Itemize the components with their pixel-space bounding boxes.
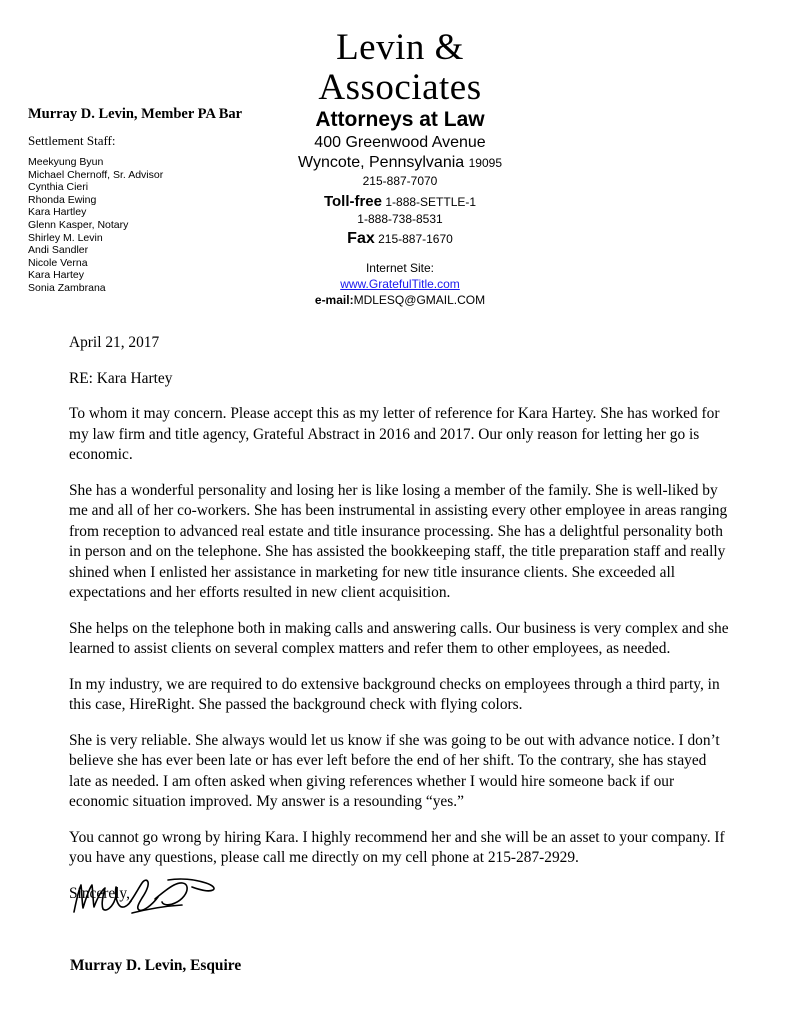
tollfree-label: Toll-free bbox=[323, 193, 382, 210]
phone-number: 215-887-7070 bbox=[362, 174, 438, 188]
list-item: Andi Sandler bbox=[28, 244, 89, 257]
letter-paragraph: She is very reliable. She always would let us know if she was going to be out with advance notice. I don’t believe she has ever been late or has ever left before the end of her shift. To the contrary, she has stayed late as needed. I am often asked when giving references whether I would hire someone back if our economic situation improved. My answer is a resounding “yes.” bbox=[69, 731, 720, 810]
website-link[interactable]: www.GratefulTitle.com bbox=[340, 277, 460, 291]
letter-date: April 21, 2017 bbox=[69, 334, 160, 351]
list-item: Shirley M. Levin bbox=[28, 231, 103, 244]
list-item: Michael Chernoff, Sr. Advisor bbox=[28, 168, 164, 181]
zip-code: 19095 bbox=[468, 156, 502, 170]
list-item: Cynthia Cieri bbox=[28, 181, 89, 194]
firm-name-line1: Levin & bbox=[336, 27, 464, 68]
letter-paragraph: You cannot go wrong by hiring Kara. I highly recommend her and she will be an asset to your company. If you have any questions, please call me directly on my cell phone at 215-287-2929. bbox=[69, 828, 725, 866]
email-label: e-mail: bbox=[314, 293, 354, 307]
settlement-staff-heading: Settlement Staff: bbox=[28, 133, 116, 148]
firm-tagline: Attorneys at Law bbox=[315, 108, 485, 131]
internet-site-label: Internet Site: bbox=[365, 261, 435, 275]
firm-name-line2: Associates bbox=[318, 67, 482, 108]
tollfree-number: 1-888-SETTLE-1 bbox=[385, 195, 477, 209]
tollfree-line bbox=[255, 193, 545, 210]
letter-closing: Sincerely, bbox=[69, 884, 130, 902]
list-item: Glenn Kasper, Notary bbox=[28, 218, 129, 231]
letter-body bbox=[69, 333, 729, 919]
city-state-zip bbox=[235, 154, 565, 172]
member-line: Murray D. Levin, Member PA Bar bbox=[28, 106, 243, 122]
list-item: Rhonda Ewing bbox=[28, 193, 97, 206]
letter-paragraph: To whom it may concern. Please accept this as my letter of reference for Kara Hartey. She has worked for my law firm and title agency, Grateful Abstract in 2016 and 2017. Our only reason for letting her go is economic. bbox=[69, 405, 720, 463]
fax-line bbox=[255, 230, 545, 248]
list-item: Nicole Verna bbox=[28, 256, 88, 269]
signature-image bbox=[70, 872, 230, 920]
letter-paragraph: She has a wonderful personality and losing her is like losing a member of the family. She is well-liked by me and all of her co-workers. She has been instrumental in assisting every other employee in areas ranging from reception to advanced real estate and title insurance processing. She has a delightful personality both in person and on the telephone. She has assisted the bookkeeping staff, the title preparation staff and really shined when I enlisted her assistance in marketing for new title insurance clients. She exceeded all expectations and her efforts resulted in new client acquisition. bbox=[69, 481, 728, 601]
street-address: 400 Greenwood Avenue bbox=[314, 134, 486, 151]
firm-name bbox=[255, 28, 545, 108]
letter-paragraph: In my industry, we are required to do extensive background checks on employees through a third party, in this case, HireRight. She passed the background check with flying colors. bbox=[69, 675, 720, 713]
signature-name: Murray D. Levin, Esquire bbox=[70, 957, 242, 974]
letter-subject: RE: Kara Hartey bbox=[69, 369, 173, 387]
letter-paragraph: She helps on the telephone both in making calls and answering calls. Our business is very complex and she learned to assist clients on several complex matters and refer them to other employees, as needed. bbox=[69, 619, 729, 657]
settlement-staff-list bbox=[28, 156, 163, 295]
email-line bbox=[255, 293, 545, 307]
tollfree-number-alt: 1-888-738-8531 bbox=[357, 212, 443, 226]
list-item: Kara Hartley bbox=[28, 206, 87, 219]
list-item: Kara Hartey bbox=[28, 269, 85, 282]
list-item: Meekyung Byun bbox=[28, 156, 104, 168]
list-item: Sonia Zambrana bbox=[28, 281, 106, 294]
fax-label: Fax bbox=[347, 230, 375, 247]
fax-number: 215-887-1670 bbox=[378, 232, 453, 246]
city-state: Wyncote, Pennsylvania bbox=[298, 154, 465, 171]
email-address: MDLESQ@GMAIL.COM bbox=[353, 293, 486, 307]
